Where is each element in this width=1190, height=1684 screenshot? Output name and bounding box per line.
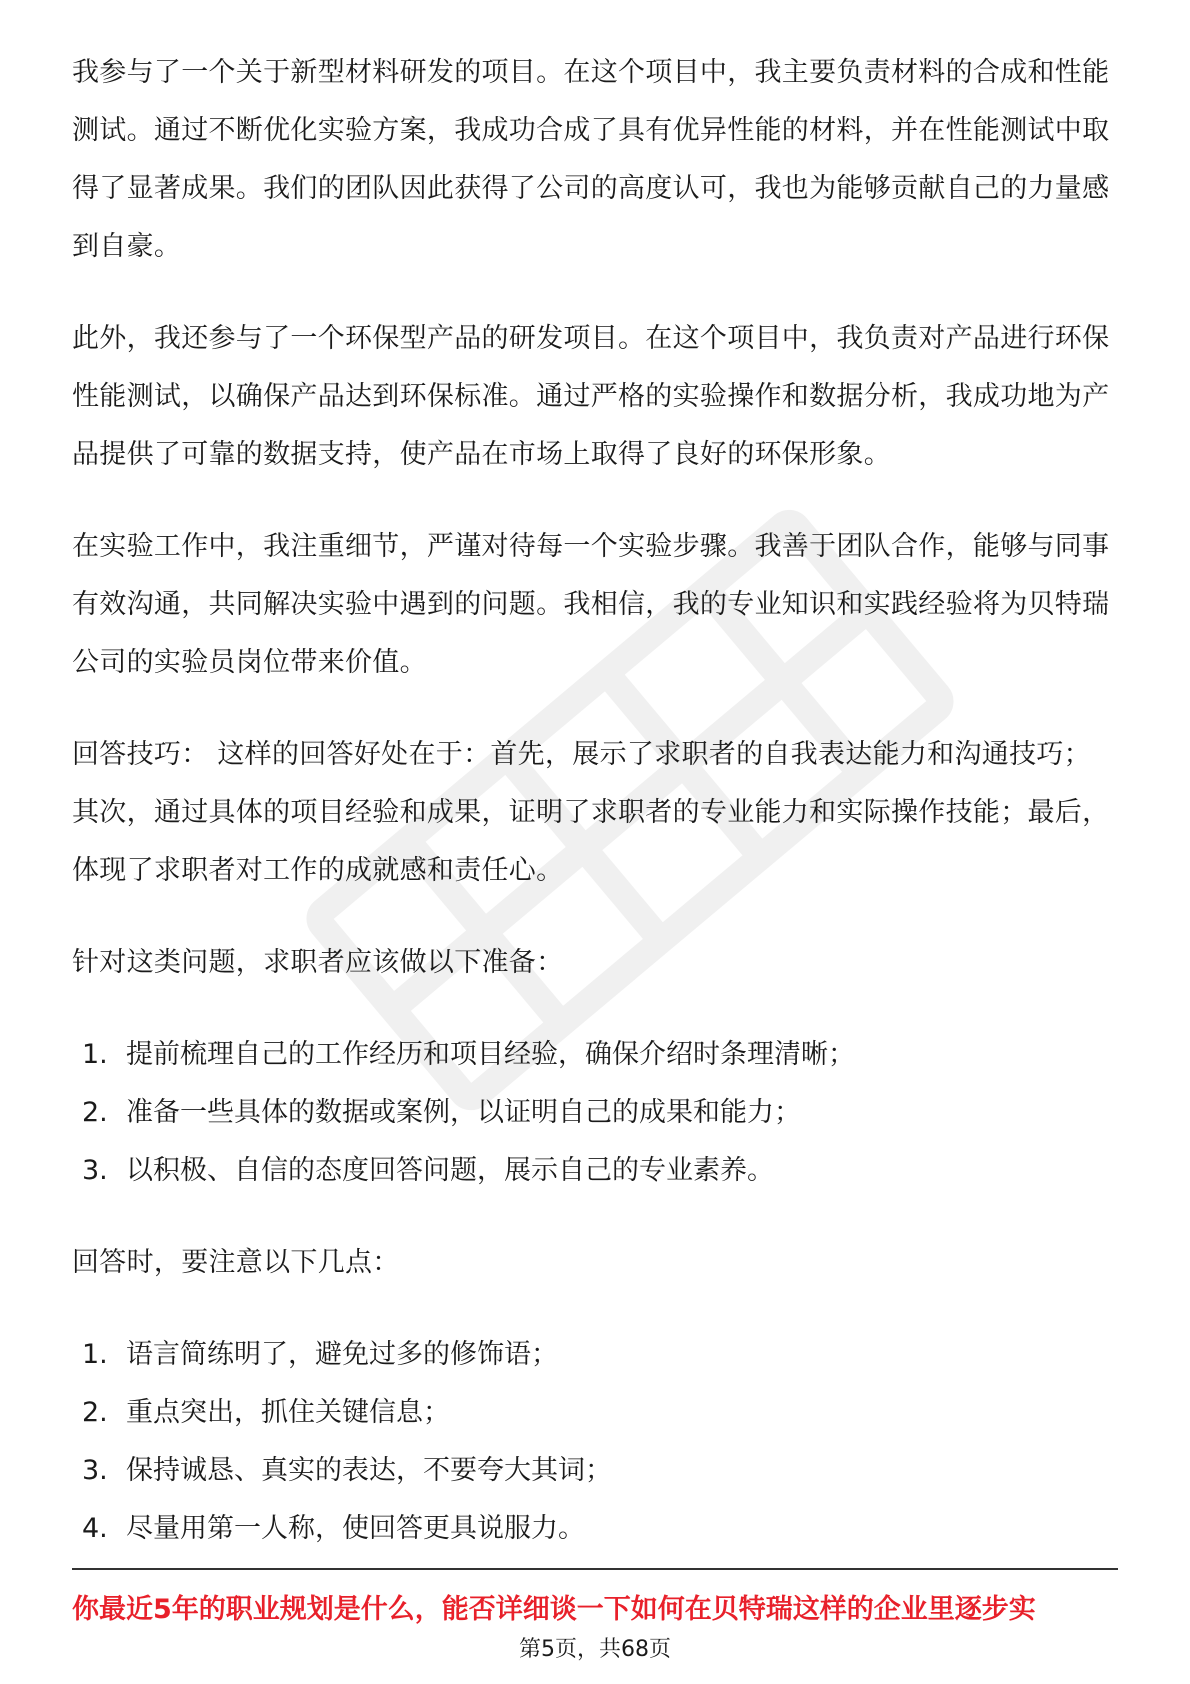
paragraph-answer-tips: 回答技巧： 这样的回答好处在于：首先，展示了求职者的自我表达能力和沟通技巧；其次，通过具体的项目经验和成果，证明了求职者的专业能力和实际操作技能；最后，体现了求职者对工作的成就感和责任心。 xyxy=(72,739,1110,886)
list-text: 提前梳理自己的工作经历和项目经验，确保介绍时条理清晰； xyxy=(126,1039,855,1070)
page-number: 第5页，共68页 xyxy=(519,1637,671,1662)
list-item xyxy=(72,1026,1118,1084)
notes-heading: 回答时，要注意以下几点： xyxy=(72,1247,400,1278)
list-number: 1. xyxy=(82,1039,108,1070)
list-text: 语言简练明了，避免过多的修饰语； xyxy=(126,1339,558,1370)
list-number: 3. xyxy=(82,1155,108,1186)
list-item xyxy=(72,1142,1118,1200)
list-number: 2. xyxy=(82,1397,108,1428)
list-number: 2. xyxy=(82,1097,108,1128)
next-question-heading: 你最近5年的职业规划是什么，能否详细谈一下如何在贝特瑞这样的企业里逐步实 xyxy=(72,1594,1036,1625)
paragraph-eco-project: 此外，我还参与了一个环保型产品的研发项目。在这个项目中，我负责对产品进行环保性能测试，以确保产品达到环保标准。通过严格的实验操作和数据分析，我成功地为产品提供了可靠的数据支持，使产品在市场上取得了良好的环保形象。 xyxy=(72,323,1110,470)
list-text: 以积极、自信的态度回答问题，展示自己的专业素养。 xyxy=(126,1155,774,1186)
list-text: 准备一些具体的数据或案例，以证明自己的成果和能力； xyxy=(126,1097,801,1128)
notes-list xyxy=(72,1326,1118,1558)
document-body xyxy=(72,44,1118,1592)
list-text: 尽量用第一人称，使回答更具说服力。 xyxy=(126,1513,585,1544)
list-number: 3. xyxy=(82,1455,108,1486)
list-text: 保持诚恳、真实的表达，不要夸大其词； xyxy=(126,1455,612,1486)
prep-list xyxy=(72,1026,1118,1200)
list-item xyxy=(72,1384,1118,1442)
list-item xyxy=(72,1326,1118,1384)
list-item xyxy=(72,1500,1118,1558)
prep-heading: 针对这类问题，求职者应该做以下准备： xyxy=(72,947,564,978)
list-item xyxy=(72,1442,1118,1500)
footer-divider xyxy=(72,1568,1118,1570)
paragraph-work-attitude: 在实验工作中，我注重细节，严谨对待每一个实验步骤。我善于团队合作，能够与同事有效沟通，共同解决实验中遇到的问题。我相信，我的专业知识和实践经验将为贝特瑞公司的实验员岗位带来价值。 xyxy=(72,531,1110,678)
paragraph-materials-project: 我参与了一个关于新型材料研发的项目。在这个项目中，我主要负责材料的合成和性能测试。通过不断优化实验方案，我成功合成了具有优异性能的材料，并在性能测试中取得了显著成果。我们的团队因此获得了公司的高度认可，我也为能够贡献自己的力量感到自豪。 xyxy=(72,57,1110,262)
list-number: 4. xyxy=(82,1513,108,1544)
list-text: 重点突出，抓住关键信息； xyxy=(126,1397,450,1428)
list-number: 1. xyxy=(82,1339,108,1370)
list-item xyxy=(72,1084,1118,1142)
